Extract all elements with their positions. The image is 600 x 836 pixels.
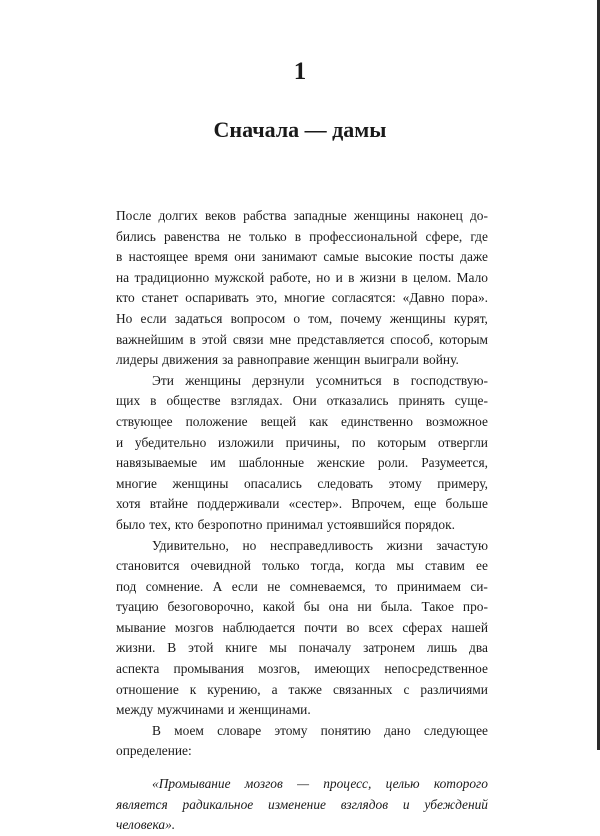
chapter-number: 1 (293, 58, 307, 85)
text-line: хотя втайне поддерживали «сестер». Впрочем, еще больше (116, 496, 488, 512)
text-line: является радикальное изменение взглядов и убеждений (116, 796, 488, 812)
text-line: бились равенства не только в профессиональной сфере, где (116, 228, 488, 244)
text-line: ствующее положение вещей как единственно возможное (116, 413, 488, 429)
text-line: лидеры движения за равноправие женщин выиграли войну. (116, 352, 459, 368)
text-line: Удивительно, но несправедливость жизни зачастую (152, 537, 488, 553)
text-line: было тех, кто безропотно принимал устоявшийся порядок. (116, 516, 455, 532)
text-line: определение: (116, 743, 192, 759)
text-line: «Промывание мозгов — процесс, целью которого (152, 776, 488, 792)
text-line: в настоящее время они занимают самые высокие посты даже (116, 249, 488, 265)
text-line: туацию безоговорочно, какой бы она ни была. Такое про- (116, 599, 488, 615)
paragraph (116, 721, 488, 762)
text-line: между мужчинами и женщинами. (116, 702, 311, 718)
definition-quote (116, 774, 488, 836)
paragraph (116, 206, 488, 371)
text-line: мывание мозгов наблюдается почти во всех сферах нашей (116, 619, 488, 635)
text-line: под сомнение. А если не сомневаемся, то принимаем си- (116, 578, 488, 594)
text-line: После долгих веков рабства западные женщины наконец до- (116, 208, 488, 223)
text-line: Эти женщины дерзнули усомниться в господствую- (152, 372, 488, 388)
body-text (116, 206, 488, 836)
spacer (116, 762, 488, 774)
text-line: щих в обществе взглядах. Они отказались принять суще- (116, 393, 488, 409)
text-line: аспекта промывания мозгов, имеющих непосредственное (116, 661, 488, 677)
text-line: человека». (116, 817, 176, 833)
text-line: и убедительно изложили причины, по которым отвергли (116, 434, 488, 450)
text-line: В моем словаре этому понятию дано следующее (152, 722, 488, 738)
text-line: становится очевидной только тогда, когда мы ставим ее (116, 558, 488, 574)
paragraph (116, 536, 488, 721)
text-line: многие женщины опасались следовать этому примеру, (116, 475, 488, 491)
text-line: навязываемые им шаблонные женские роли. Разумеется, (116, 455, 488, 471)
chapter-title: Сначала — дамы (213, 117, 387, 142)
text-line: Но если задаться вопросом о том, почему женщины курят, (116, 310, 488, 326)
paragraph (116, 371, 488, 536)
text-line: на традиционно мужской работе, но и в жизни в целом. Мало (116, 269, 488, 285)
text-line: важнейшим в этой связи мне представляется способ, которым (116, 331, 488, 347)
text-line: отношение к курению, а также связанных с различиями (116, 681, 488, 697)
text-line: кто станет оспаривать это, многие согласятся: «Давно пора». (116, 290, 488, 306)
text-line: жизни. В этой книге мы поначалу затронем лишь два (116, 640, 488, 656)
